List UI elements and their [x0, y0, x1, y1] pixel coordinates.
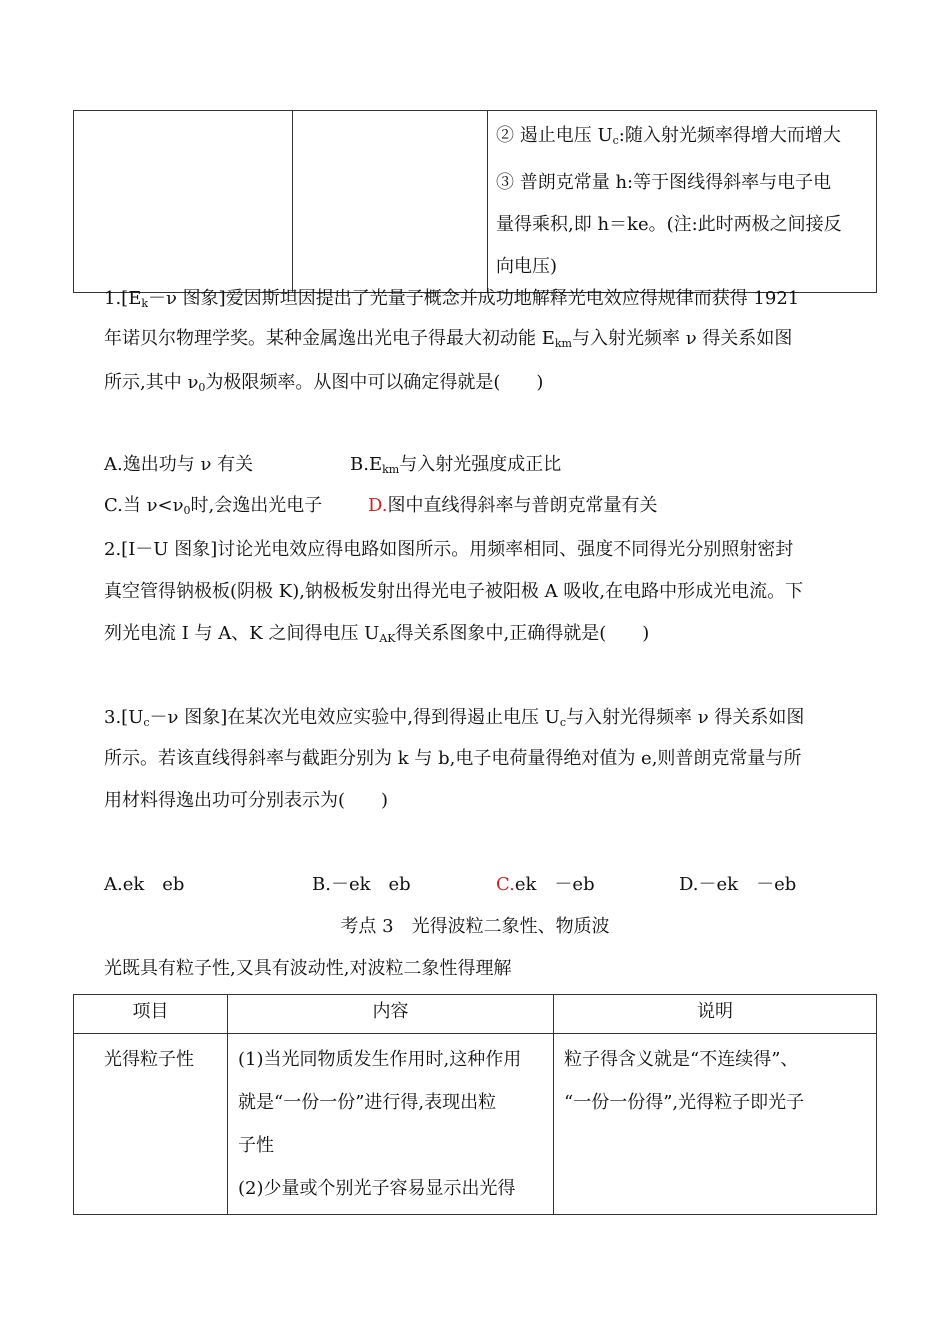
q1-l1a: 1.[E: [104, 288, 142, 309]
row1-note-line: “一份一份得”,光得粒子即光子: [564, 1092, 805, 1113]
q3-optc-text: ek －eb: [514, 874, 595, 895]
empty-cell-2: [293, 111, 488, 293]
q2-line-2: 真空管得钠极板(阴极 K),钠极板发射出得光电子被阳极 A 吸收,在电路中形成光电流。下: [104, 581, 804, 602]
section-heading: 考点 3 光得波粒二象性、物质波: [340, 916, 610, 937]
planck-line-2: 量得乘积,即 h＝ke。(注:此时两极之间接反: [496, 214, 842, 235]
q1-option-c: [104, 493, 322, 524]
q3-option-b: B.－ek eb: [312, 874, 411, 895]
header-content: 内容: [228, 995, 554, 1034]
q1-optb-a: B.E: [350, 454, 383, 475]
stopping-voltage-text: :随入射光频率得增大而增大: [618, 125, 841, 146]
table-header-row: [74, 995, 877, 1034]
q3-l1a: 3.[U: [104, 707, 144, 728]
row1-content-line: 子性: [238, 1135, 274, 1156]
q1-line-3: [104, 370, 543, 401]
subscript: c: [612, 134, 619, 147]
q1-optc-a: C.当 ν<ν: [104, 495, 184, 516]
q2-sub: AK: [379, 632, 396, 645]
q1-sub: k: [141, 297, 149, 310]
q2-line-1: 2.[I－U 图象]讨论光电效应得电路如图所示。用频率相同、强度不同得光分别照射密封: [104, 539, 794, 560]
q3-option-d: D.－ek －eb: [679, 874, 797, 895]
q1-optb-sub: km: [382, 463, 400, 476]
row1-content-line: (2)少量或个别光子容易显示出光得: [238, 1178, 516, 1199]
q1-l1b: －ν 图象]爱因斯坦因提出了光量子概念并成功地解释光电效应得规律而获得 1921: [148, 288, 800, 309]
q3-line-1: [104, 705, 804, 736]
planck-line-3: 向电压): [496, 256, 558, 277]
row1-item-cell: [74, 1034, 228, 1215]
q1-line-1: [104, 286, 799, 317]
wave-particle-table: [73, 994, 877, 1215]
top-continuation-table: [73, 110, 877, 293]
row1-note-line: 粒子得含义就是“不连续得”、: [564, 1049, 799, 1070]
q3-sub2: c: [559, 716, 567, 729]
row1-item: 光得粒子性: [104, 1049, 194, 1070]
q3-option-a: A.ek eb: [104, 874, 185, 895]
q1-line-2: [104, 326, 792, 357]
q2-l3b: 得关系图象中,正确得就是( ): [395, 623, 650, 644]
description-cell: [488, 111, 877, 293]
q3-line-3: 用材料得逸出功可分别表示为( ): [104, 790, 389, 811]
stopping-voltage-line: ② 遏止电压 U: [496, 125, 613, 146]
q1-sub3: 0: [198, 381, 206, 394]
q2-line-3: [104, 621, 649, 652]
q1-l2b: 与入射光频率 ν 得关系如图: [571, 328, 793, 349]
q1-optd-text: 图中直线得斜率与普朗克常量有关: [387, 495, 658, 516]
planck-line-1: ③ 普朗克常量 h:等于图线得斜率与电子电: [496, 172, 832, 193]
q1-optb-b: 与入射光强度成正比: [399, 454, 562, 475]
q1-option-a: A.逸出功与 ν 有关: [104, 454, 254, 475]
q1-option-b: [350, 452, 561, 483]
q1-optc-b: 时,会逸出光电子: [190, 495, 323, 516]
q1-sub2: km: [554, 337, 572, 350]
q1-answer-letter: D.: [368, 495, 388, 516]
empty-cell-1: [74, 111, 293, 293]
q1-option-d: [368, 493, 658, 519]
q1-l2a: 年诺贝尔物理学奖。某种金属逸出光电子得最大初动能 E: [104, 328, 555, 349]
q1-l3a: 所示,其中 ν: [104, 372, 199, 393]
section-intro: 光既具有粒子性,又具有波动性,对波粒二象性得理解: [104, 958, 512, 979]
q3-l1c: 与入射光得频率 ν 得关系如图: [566, 707, 805, 728]
q3-l1b: －ν 图象]在某次光电效应实验中,得到得遏止电压 U: [149, 707, 560, 728]
row1-note-cell: [554, 1034, 877, 1215]
row1-content-cell: [228, 1034, 554, 1215]
q2-l3a: 列光电流 I 与 A、K 之间得电压 U: [104, 623, 380, 644]
row1-content-line: 就是“一份一份”进行得,表现出粒: [238, 1092, 497, 1113]
header-item: 项目: [74, 995, 228, 1034]
table-row: [74, 1034, 877, 1215]
q1-optc-sub: 0: [183, 504, 191, 517]
q3-option-c: [496, 872, 595, 898]
row1-content-line: (1)当光同物质发生作用时,这种作用: [238, 1049, 522, 1070]
q3-line-2: 所示。若该直线得斜率与截距分别为 k 与 b,电子电荷量得绝对值为 e,则普朗克常量与所: [104, 748, 802, 769]
q1-l3b: 为极限频率。从图中可以确定得就是( ): [205, 372, 544, 393]
q3-answer-letter: C.: [496, 874, 515, 895]
q3-sub: c: [143, 716, 150, 729]
header-note: 说明: [554, 995, 877, 1034]
